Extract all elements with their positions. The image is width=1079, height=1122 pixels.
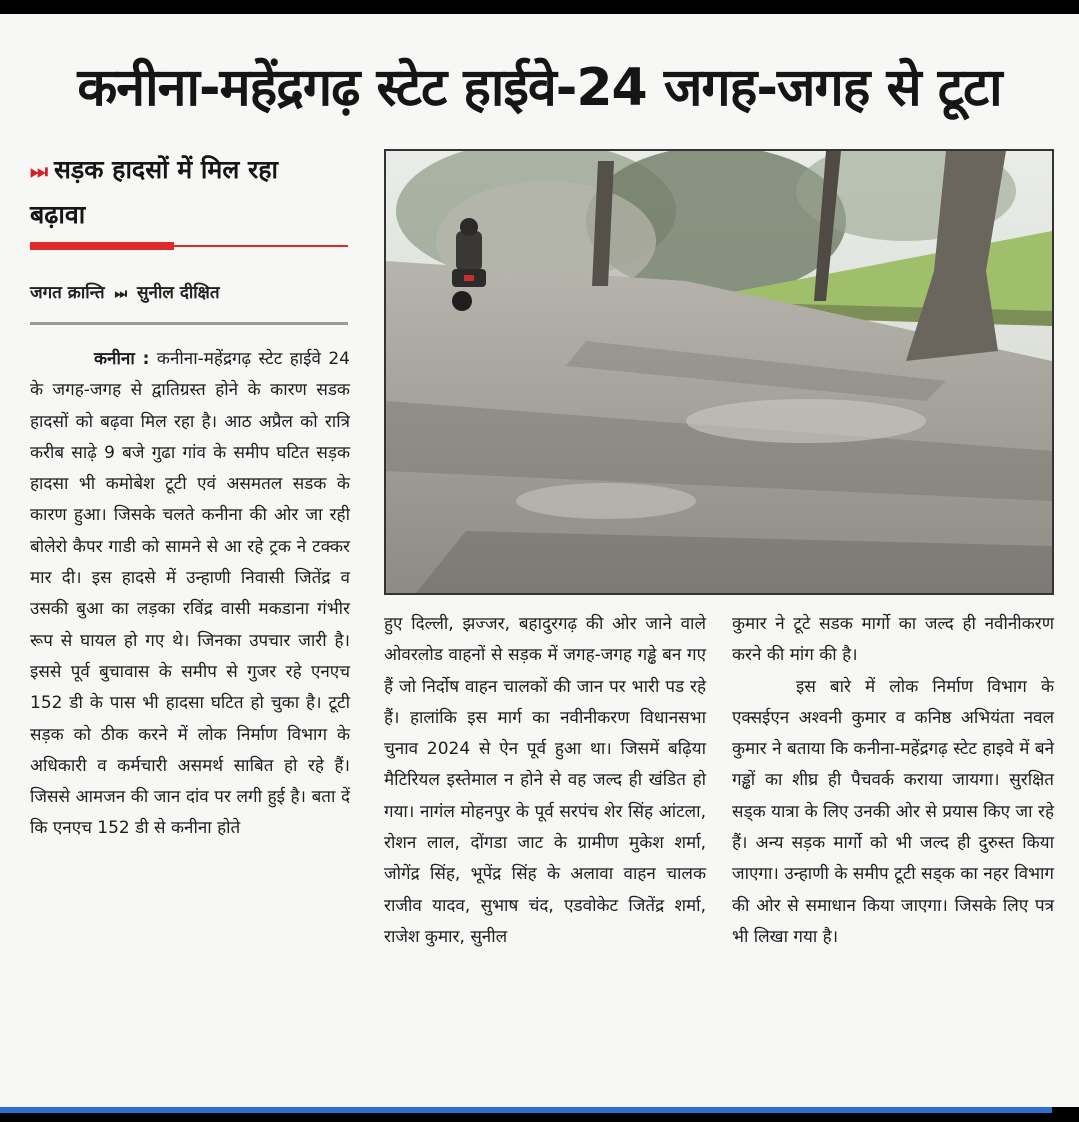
byline [30,280,348,303]
headline: कनीना-महेंद्रगढ़ स्टेट हाईवे-24 जगह-जगह से टूटा [77,58,1002,118]
subheadline-line-1: सड़क हादसों में मिल रहा [54,155,278,184]
column-2-text: हुए दिल्ली, झज्जर, बहादुरगढ़ की ओर जाने वाले ओवरलोड वाहनों से सड़क में जगह-जगह गड्ढे बन गए हैं जो निर्दोष वाहन चालकों की जान पर भारी पड रहे हैं। हालांकि इस मार्ग का नवीनीकरण विधानसभा चुनाव 2024 से ऐन पूर्व हुआ था। जिसमें बढ़िया मैटिरियल इस्तेमाल न होने से वह जल्द ही खंडित हो गया। नागंल मोहनपुर के पूर्व सरपंच शेर सिंह आंटला, रोशन लाल, दोंगडा जाट के ग्रामीण मुकेश शर्मा, जोगेंद्र सिंह, भूपेंद्र सिंह के अलावा वाहन चालक राजीव यादव, सुभाष चंद, एडवोकेट जितेंद्र शर्मा, राजेश कुमार, सुनील [384,614,706,947]
article-column-3 [732,609,1054,953]
column-1-text: कनीना-महेंद्रगढ़ स्टेट हाईवे 24 के जगह-जगह से द्वातिग्रस्त होने के कारण सडक हादसों को बढ़वा मिल रहा है। आठ अप्रैल को रात्रि करीब साढ़े 9 बजे गुढा गांव के समीप घटित सड़क हादसा भी कमोबेश टूटी एवं असमतल सडक के कारण हुआ। जिसके चलते कनीना की ओर जा रही बोलेरो कैपर गाडी को सामने से आ रहे ट्रक ने टक्कर मार दी। इस हादसे में उन्हाणी निवासी जितेंद्र व उसकी बुआ का लड़का रविंद्र वासी मकडाना गंभीर रूप से घायल हो गए थे। जिनका उपचार जारी है। इससे पूर्व बुचावास के समीप से गुजर रहे एनएच 152 डी के पास भी हादसा घटित हो चुका है। टूटी सड़क को ठीक करने में लोक निर्माण विभाग के अधिकारी व कर्मचारी असमर्थ साबित हो रहे हैं। जिससे आमजन की जान दांव पर लगी हुई है। बता दें कि एनएच 152 डी से कनीना होते [30,349,350,839]
bottom-black-bar [0,1107,1079,1122]
byline-divider [30,322,348,325]
double-chevron-right-icon: ⏭ [114,286,128,302]
dateline: कनीना : [94,349,150,369]
road-photo-illustration [386,151,1052,593]
accent-rule-thick [30,242,174,250]
column-3-paragraph-1: कुमार ने टूटे सडक मार्गो का जल्द ही नवीनीकरण करने की मांग की है। [732,614,1054,666]
top-black-bar [0,0,1079,14]
subheadline [30,148,355,237]
newspaper-clipping [0,14,1079,1107]
double-chevron-right-icon: ⏭ [30,159,48,183]
subheadline-line-2: बढ़ावा [30,200,86,229]
article-column-1 [30,344,350,845]
article-column-2 [384,609,706,953]
bottom-blue-bar [0,1107,1052,1113]
column-3-paragraph-2: इस बारे में लोक निर्माण विभाग के एक्सईएन अश्वनी कुमार व कनिष्ठ अभियंता नवल कुमार ने बताया कि कनीना-महेंद्रगढ़ स्टेट हाइवे में बने गड्ढों का शीघ्र ही पैचवर्क कराया जायगा। सुरक्षित सड्क यात्रा के लिए उनकी ओर से प्रयास किए जा रहे हैं। अन्य सड़क मार्गो को भी जल्द ही दुरुस्त किया जाएगा। उन्हाणी के समीप टूटी सड्क का नहर विभाग की ओर से समाधान किया जाएगा। जिसके लिए पत्र भी लिखा गया है। [732,676,1054,947]
reporter-name: सुनील दीक्षित [137,283,220,303]
road-photo [384,149,1054,595]
accent-rule-thin [174,245,348,247]
publication-name: जगत क्रान्ति [30,283,105,303]
